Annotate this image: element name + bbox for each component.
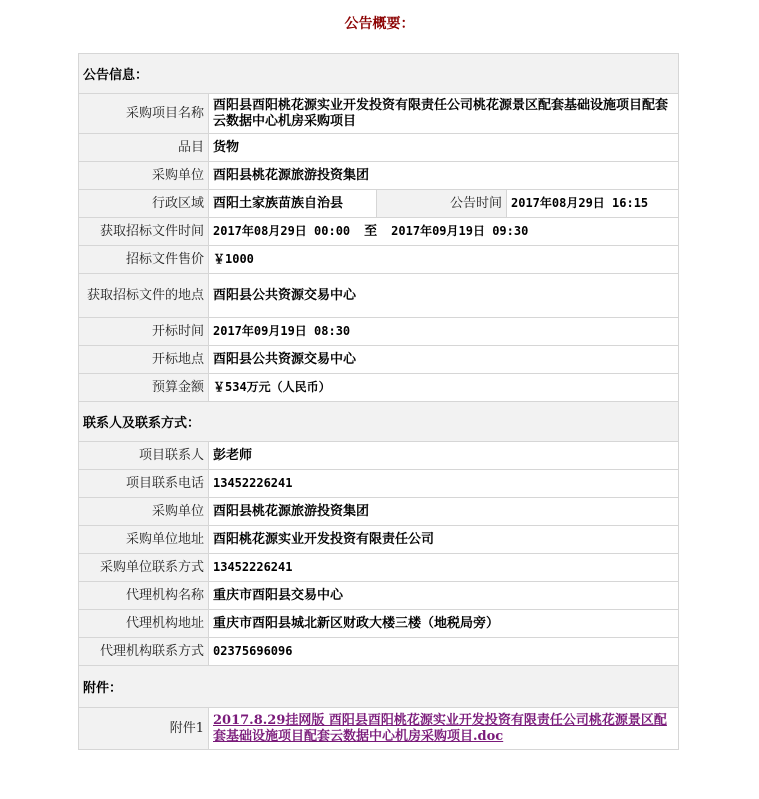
row-agency-name	[79, 582, 679, 610]
purchaser2-value: 酉阳县桃花源旅游投资集团	[209, 498, 679, 526]
category-value: 货物	[209, 134, 679, 162]
contact-person-value: 彭老师	[209, 442, 679, 470]
row-region	[79, 190, 679, 218]
category-label: 品目	[79, 134, 209, 162]
announce-time-text: 2017年08月29日 16:15	[511, 196, 649, 210]
open-place-value: 酉阳县公共资源交易中心	[209, 346, 679, 374]
attachment-label: 附件1	[79, 708, 209, 750]
doc-price-label: 招标文件售价	[79, 246, 209, 274]
announce-time-value	[507, 190, 679, 218]
announce-time-label: 公告时间	[377, 190, 507, 218]
project-name-label: 采购项目名称	[79, 94, 209, 134]
row-attachment	[79, 708, 679, 750]
row-open-time	[79, 318, 679, 346]
row-project-name	[79, 94, 679, 134]
doc-place-label: 获取招标文件的地点	[79, 274, 209, 318]
attachment-value	[209, 708, 679, 750]
section-heading-attachment: 附件：	[79, 666, 679, 708]
row-purchaser-phone	[79, 554, 679, 582]
purchaser-phone-value	[209, 554, 679, 582]
row-contact-person	[79, 442, 679, 470]
row-contact-phone	[79, 470, 679, 498]
open-time-value	[209, 318, 679, 346]
agency-addr-value: 重庆市酉阳县城北新区财政大楼三楼（地税局旁）	[209, 610, 679, 638]
purchaser-addr-value: 酉阳桃花源实业开发投资有限责任公司	[209, 526, 679, 554]
doc-time-to: 至	[364, 224, 378, 239]
row-agency-addr	[79, 610, 679, 638]
purchaser-label: 采购单位	[79, 162, 209, 190]
project-name-value: 酉阳县酉阳桃花源实业开发投资有限责任公司桃花源景区配套基础设施项目配套云数据中心机房采购项目	[209, 94, 679, 134]
purchaser-addr-label: 采购单位地址	[79, 526, 209, 554]
agency-name-value: 重庆市酉阳县交易中心	[209, 582, 679, 610]
doc-price-text: ￥1000	[213, 252, 254, 266]
open-time-text: 2017年09月19日 08:30	[213, 324, 351, 338]
agency-addr-label: 代理机构地址	[79, 610, 209, 638]
doc-price-value	[209, 246, 679, 274]
agency-phone-value	[209, 638, 679, 666]
section-row-contact	[79, 402, 679, 442]
row-open-place	[79, 346, 679, 374]
announcement-table	[78, 53, 679, 750]
contact-phone-text: 13452226241	[213, 476, 293, 490]
section-heading-announcement: 公告信息：	[79, 54, 679, 94]
row-category	[79, 134, 679, 162]
agency-name-label: 代理机构名称	[79, 582, 209, 610]
row-purchaser2	[79, 498, 679, 526]
doc-time-label: 获取招标文件时间	[79, 218, 209, 246]
contact-phone-value	[209, 470, 679, 498]
open-place-label: 开标地点	[79, 346, 209, 374]
row-doc-time	[79, 218, 679, 246]
region-value: 酉阳土家族苗族自治县	[209, 190, 377, 218]
agency-phone-label: 代理机构联系方式	[79, 638, 209, 666]
purchaser-value: 酉阳县桃花源旅游投资集团	[209, 162, 679, 190]
row-doc-price	[79, 246, 679, 274]
row-doc-place	[79, 274, 679, 318]
contact-person-label: 项目联系人	[79, 442, 209, 470]
region-label: 行政区域	[79, 190, 209, 218]
open-time-label: 开标时间	[79, 318, 209, 346]
doc-time-value	[209, 218, 679, 246]
row-budget	[79, 374, 679, 402]
purchaser2-label: 采购单位	[79, 498, 209, 526]
attachment-link[interactable]: 2017.8.29挂网版 酉阳县酉阳桃花源实业开发投资有限责任公司桃花源景区配套基础设施项目配套云数据中心机房采购项目.doc	[213, 712, 667, 744]
section-row-announcement	[79, 54, 679, 94]
budget-label: 预算金额	[79, 374, 209, 402]
agency-phone-text: 02375696096	[213, 644, 293, 658]
doc-time-start: 2017年08月29日 00:00	[213, 224, 351, 238]
budget-value	[209, 374, 679, 402]
purchaser-phone-text: 13452226241	[213, 560, 293, 574]
page-title: 公告概要：	[344, 16, 415, 32]
budget-text: ￥534万元（人民币）	[213, 380, 331, 394]
doc-time-end: 2017年09月19日 09:30	[391, 224, 529, 238]
doc-place-value: 酉阳县公共资源交易中心	[209, 274, 679, 318]
row-purchaser-addr	[79, 526, 679, 554]
row-agency-phone	[79, 638, 679, 666]
section-heading-contact: 联系人及联系方式：	[79, 402, 679, 442]
contact-phone-label: 项目联系电话	[79, 470, 209, 498]
section-row-attachment	[79, 666, 679, 708]
row-purchaser	[79, 162, 679, 190]
purchaser-phone-label: 采购单位联系方式	[79, 554, 209, 582]
